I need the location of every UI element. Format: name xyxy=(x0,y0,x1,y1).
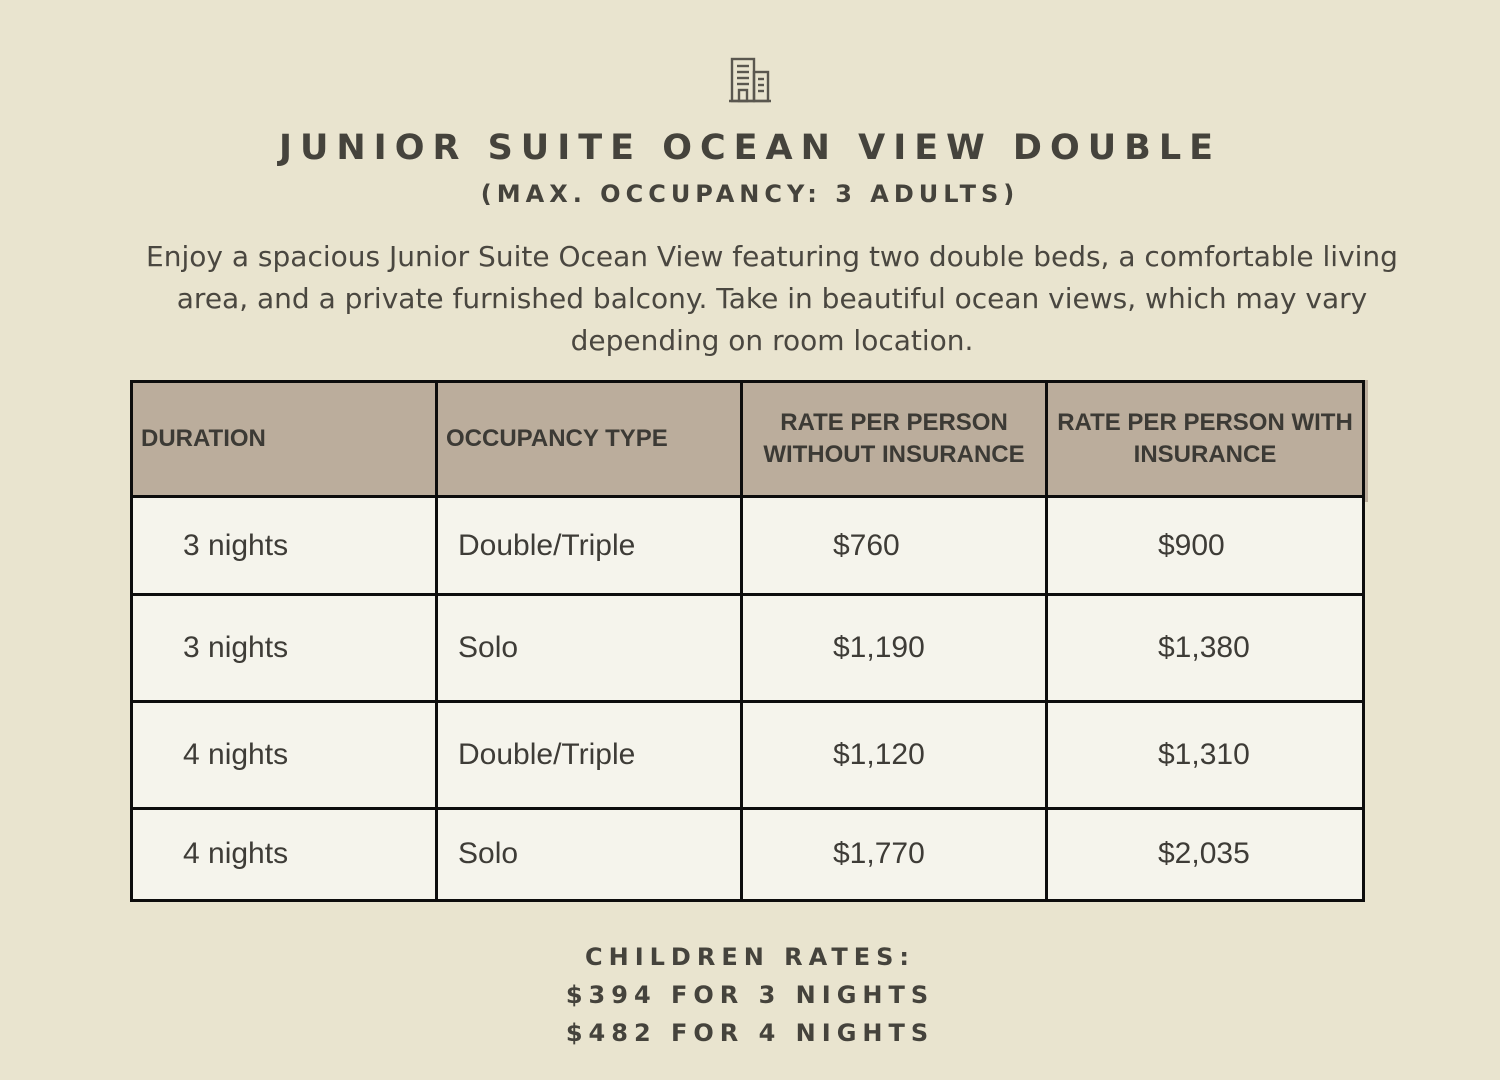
header-duration: DURATION xyxy=(132,382,437,497)
children-rates xyxy=(0,938,1500,1052)
cell-rate-with: $1,380 xyxy=(1047,595,1364,702)
cell-occupancy: Solo xyxy=(437,595,742,702)
table-header-row xyxy=(132,382,1364,497)
cell-rate-with: $900 xyxy=(1047,497,1364,595)
children-rate-3-nights: $394 FOR 3 NIGHTS xyxy=(565,981,935,1009)
cell-rate-with: $2,035 xyxy=(1047,808,1364,900)
header-occupancy-type: OCCUPANCY TYPE xyxy=(437,382,742,497)
cell-rate-without: $1,190 xyxy=(742,595,1047,702)
page-title: JUNIOR SUITE OCEAN VIEW DOUBLE xyxy=(278,128,1222,168)
building-icon xyxy=(728,56,772,104)
page-subtitle: (MAX. OCCUPANCY: 3 ADULTS) xyxy=(480,180,1020,208)
table-row xyxy=(132,497,1364,595)
cell-duration: 3 nights xyxy=(132,497,437,595)
cell-duration: 4 nights xyxy=(132,808,437,900)
cell-occupancy: Solo xyxy=(437,808,742,900)
cell-duration: 4 nights xyxy=(132,702,437,809)
rates-table xyxy=(130,380,1365,902)
cell-rate-without: $760 xyxy=(742,497,1047,595)
header-rate-with-insurance: RATE PER PERSON WITH INSURANCE xyxy=(1047,382,1364,497)
table-row xyxy=(132,595,1364,702)
cell-duration: 3 nights xyxy=(132,595,437,702)
cell-rate-with: $1,310 xyxy=(1047,702,1364,809)
room-description: Enjoy a spacious Junior Suite Ocean View featuring two double beds, a comfortable living area, and a private furnished balcony. Take in beautiful ocean views, which may vary depending on room location. xyxy=(146,240,1398,357)
cell-rate-without: $1,120 xyxy=(742,702,1047,809)
children-rate-4-nights: $482 FOR 4 NIGHTS xyxy=(565,1019,935,1047)
header-rate-without-insurance: RATE PER PERSON WITHOUT INSURANCE xyxy=(742,382,1047,497)
cell-occupancy: Double/Triple xyxy=(437,702,742,809)
cell-occupancy: Double/Triple xyxy=(437,497,742,595)
cell-rate-without: $1,770 xyxy=(742,808,1047,900)
children-rates-heading: CHILDREN RATES: xyxy=(585,943,915,971)
table-row xyxy=(132,702,1364,809)
table-row xyxy=(132,808,1364,900)
